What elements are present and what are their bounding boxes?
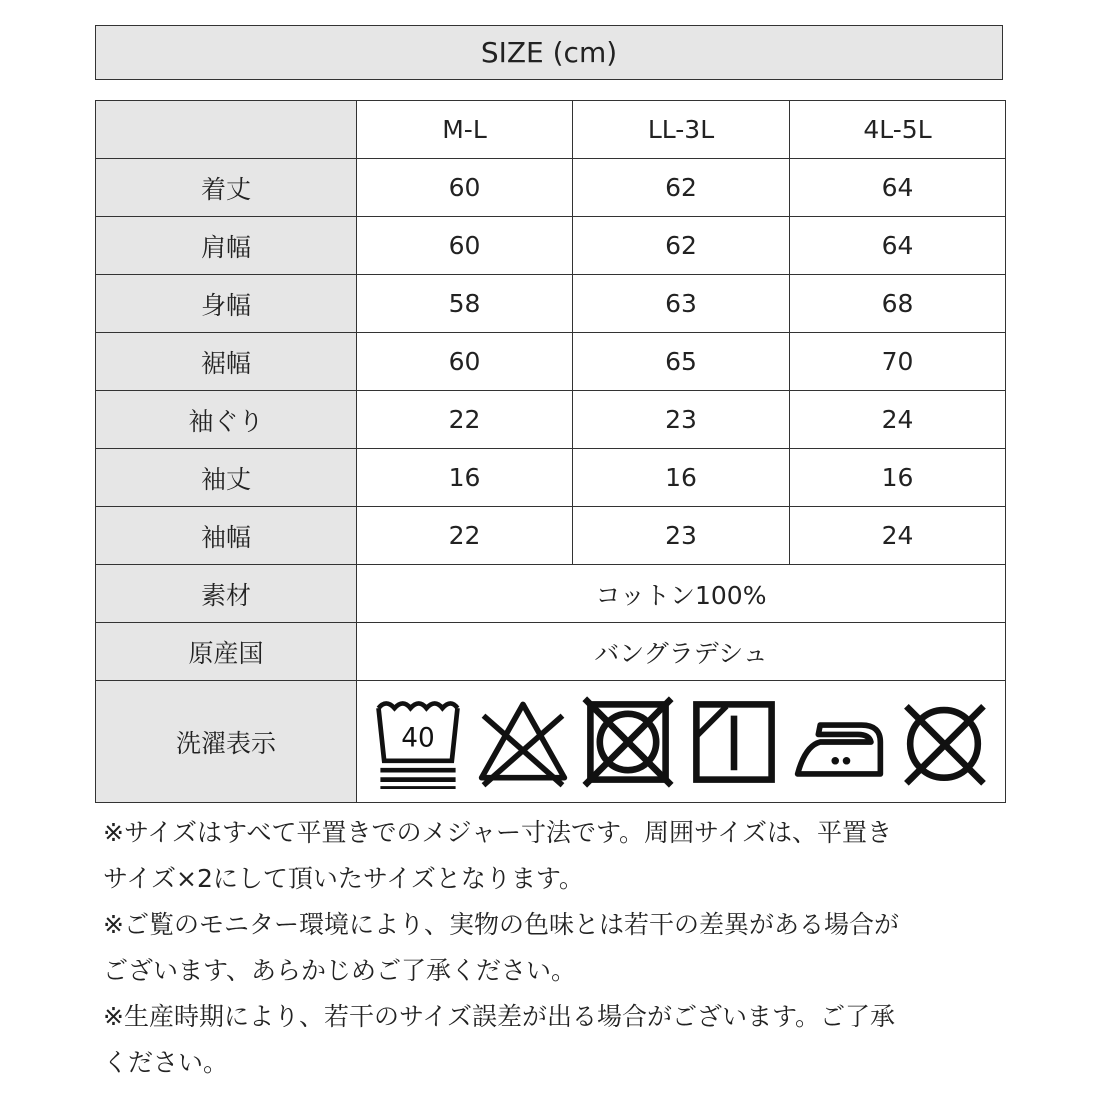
row-label: 袖ぐり bbox=[96, 391, 357, 449]
table-cell: 63 bbox=[573, 275, 790, 333]
table-cell: 22 bbox=[357, 391, 573, 449]
table-cell: 64 bbox=[790, 217, 1006, 275]
table-cell: 60 bbox=[357, 333, 573, 391]
row-label: 着丈 bbox=[96, 159, 357, 217]
table-cell: 64 bbox=[790, 159, 1006, 217]
table-cell: 22 bbox=[357, 507, 573, 565]
column-header-ll-3l: LL-3L bbox=[573, 101, 790, 159]
table-row bbox=[96, 159, 1006, 217]
table-cell: 16 bbox=[357, 449, 573, 507]
note-line: ※生産時期により、若干のサイズ誤差が出る場合がございます。ご了承 bbox=[103, 1002, 895, 1031]
table-cell: 65 bbox=[573, 333, 790, 391]
table-cell: 68 bbox=[790, 275, 1006, 333]
header-row bbox=[96, 101, 1006, 159]
table-cell: 62 bbox=[573, 159, 790, 217]
no-bleach-icon bbox=[476, 695, 570, 789]
table-row bbox=[96, 275, 1006, 333]
note-line: ※ご覧のモニター環境により、実物の色味とは若干の差異がある場合が bbox=[103, 910, 899, 939]
table-cell: 23 bbox=[573, 391, 790, 449]
row-label: 肩幅 bbox=[96, 217, 357, 275]
note-line: ございます、あらかじめご了承ください。 bbox=[103, 956, 577, 985]
wash-temp-label: 40 bbox=[400, 723, 435, 754]
care-label: 洗濯表示 bbox=[96, 681, 357, 803]
wash-40-icon bbox=[371, 695, 465, 789]
row-label: 裾幅 bbox=[96, 333, 357, 391]
note-line: サイズ×2にして頂いたサイズとなります。 bbox=[103, 864, 584, 893]
table-cell: 60 bbox=[357, 159, 573, 217]
table-row bbox=[96, 333, 1006, 391]
table-cell: 24 bbox=[790, 391, 1006, 449]
table-cell: 60 bbox=[357, 217, 573, 275]
origin-label: 原産国 bbox=[96, 623, 357, 681]
origin-row bbox=[96, 623, 1006, 681]
notes bbox=[103, 810, 993, 1086]
size-title: SIZE (cm) bbox=[95, 25, 1003, 80]
table-cell: 70 bbox=[790, 333, 1006, 391]
iron-medium-icon bbox=[792, 695, 886, 789]
note-line: ※サイズはすべて平置きでのメジャー寸法です。周囲サイズは、平置き bbox=[103, 818, 892, 847]
size-table bbox=[95, 100, 1006, 803]
origin-value: バングラデシュ bbox=[357, 623, 1006, 681]
table-row bbox=[96, 391, 1006, 449]
table-cell: 23 bbox=[573, 507, 790, 565]
material-label: 素材 bbox=[96, 565, 357, 623]
row-label: 袖丈 bbox=[96, 449, 357, 507]
table-row bbox=[96, 449, 1006, 507]
drip-dry-shade-icon bbox=[687, 695, 781, 789]
table-cell: 24 bbox=[790, 507, 1006, 565]
row-label: 身幅 bbox=[96, 275, 357, 333]
table-row bbox=[96, 507, 1006, 565]
table-cell: 16 bbox=[790, 449, 1006, 507]
row-label: 袖幅 bbox=[96, 507, 357, 565]
material-row bbox=[96, 565, 1006, 623]
no-tumble-dry-icon bbox=[581, 695, 675, 789]
column-header-4l-5l: 4L-5L bbox=[790, 101, 1006, 159]
table-cell: 16 bbox=[573, 449, 790, 507]
column-header-m-l: M-L bbox=[357, 101, 573, 159]
care-row bbox=[96, 681, 1006, 803]
note-line: ください。 bbox=[103, 1048, 229, 1077]
header-corner-cell bbox=[96, 101, 357, 159]
material-value: コットン100% bbox=[357, 565, 1006, 623]
table-row bbox=[96, 217, 1006, 275]
table-cell: 62 bbox=[573, 217, 790, 275]
no-dry-clean-icon bbox=[897, 695, 991, 789]
table-cell: 58 bbox=[357, 275, 573, 333]
care-icons bbox=[357, 695, 1005, 789]
care-icons-cell bbox=[357, 681, 1006, 803]
